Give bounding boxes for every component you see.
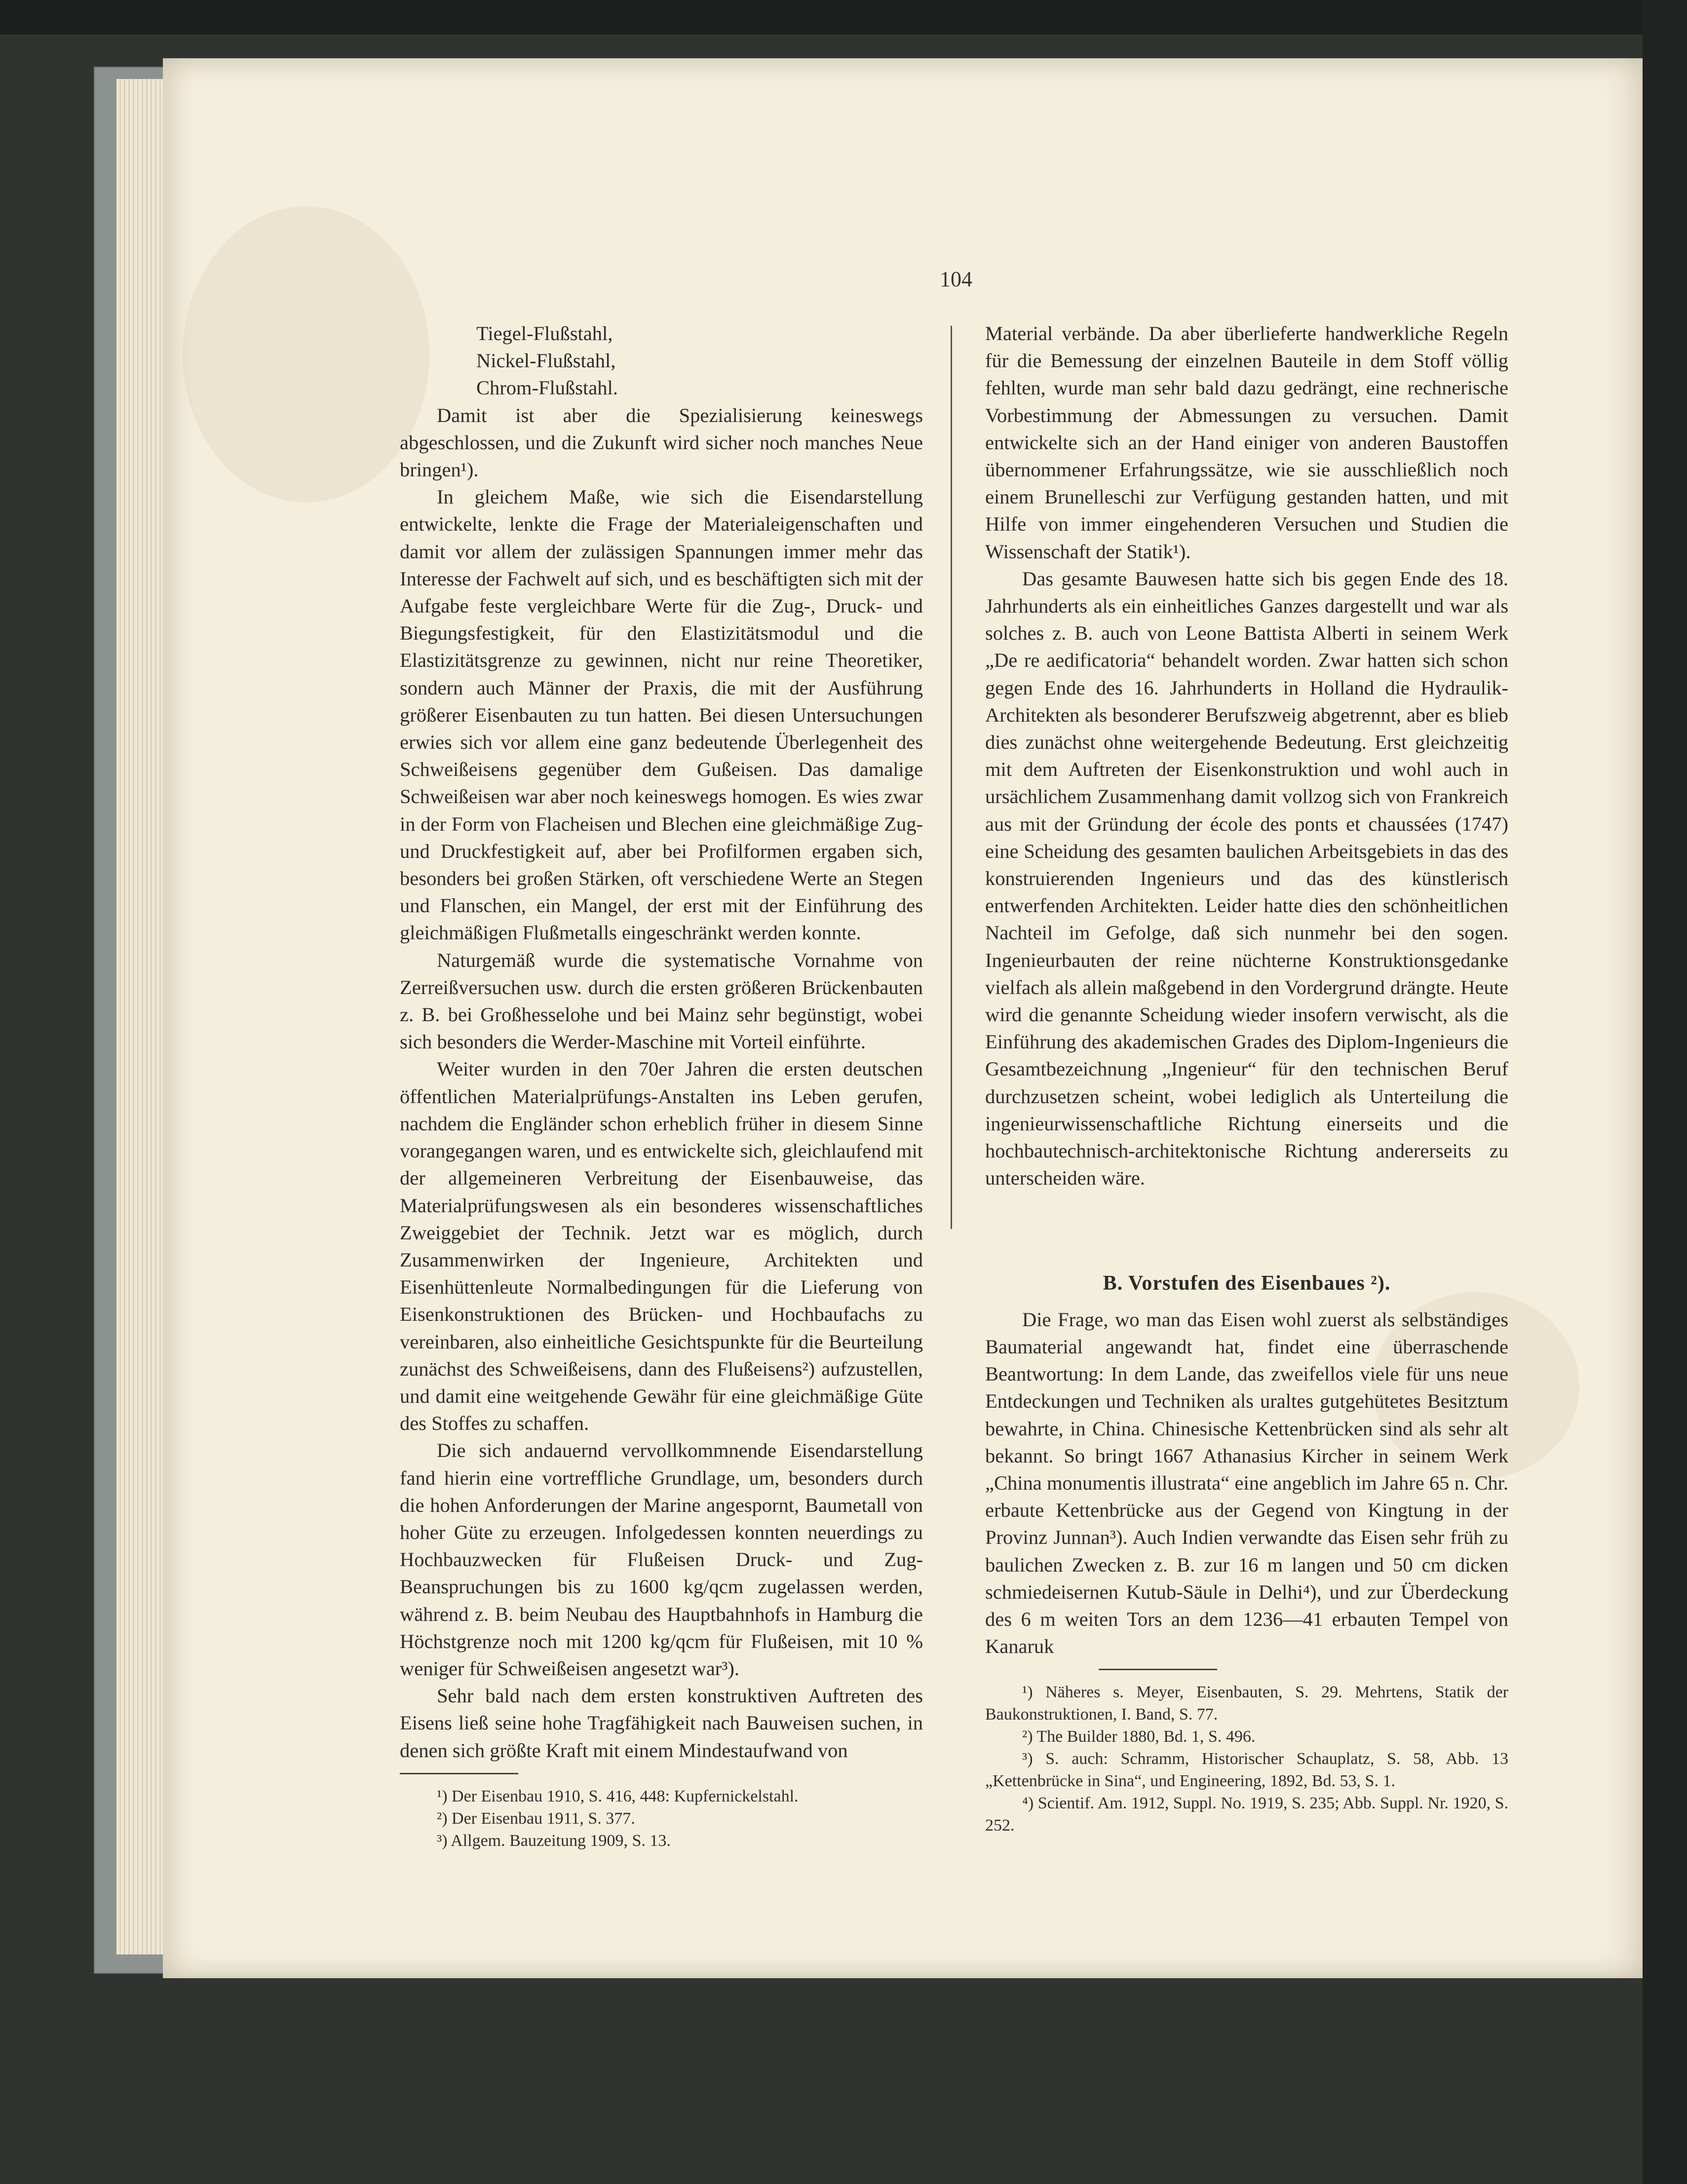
paragraph: Sehr bald nach dem ersten konstruktiven Auftreten des Eisens ließ seine hohe Tragfähigkeit nach Bauweisen suchen, in denen sich größte Kraft mit einem Mindestaufwand von [400, 1685, 923, 1762]
column-divider [951, 326, 952, 1229]
right-column [985, 320, 1508, 1837]
paper-stain [183, 206, 429, 502]
footnote-rule [1099, 1669, 1217, 1670]
paragraph: In gleichem Maße, wie sich die Eisendarstellung entwickelte, lenkte die Frage der Materialeigenschaften und damit vor allem der zulässigen Spannungen immer mehr das Interesse der Fachwelt auf sich, und es beschäftigten sich mit der Aufgabe feste vergleichbare Werte für die Zug-, Druck- und Biegungsfestigkeit, für den Elastizitätsmodul und die Elastizitätsgrenze zu gewinnen, nicht nur reine Theoretiker, sondern auch Männer der Praxis, die mit der Ausführung größerer Eisenbauten zu tun hatten. Bei diesen Untersuchungen erwies sich vor allem eine ganz bedeutende Überlegenheit des Schweißeisens gegenüber dem Gußeisen. Das damalige Schweißeisen war aber noch keineswegs homogen. Es wies zwar in der Form von Flacheisen und Blechen eine gleichmäßige Zug- und Druckfestigkeit auf, aber bei Profilformen ergaben sich, besonders bei großen Stärken, oft verschiedene Werte an Stegen und Flanschen, ein Mangel, der erst mit der Einführung des gleichmäßigen Flußmetalls eingeschränkt werden konnte. [400, 486, 923, 944]
footnote: ³) S. auch: Schramm, Historischer Schauplatz, S. 58, Abb. 13 „Kettenbrücke in Sina“, und Engineering, 1892, Bd. 53, S. 1. [985, 1750, 1508, 1791]
left-column [400, 320, 923, 1852]
scanner-bed-top [0, 0, 1687, 35]
footnote: ²) Der Eisenbau 1911, S. 377. [437, 1809, 635, 1828]
footnote: ⁴) Scientif. Am. 1912, Suppl. No. 1919, S. 235; Abb. Suppl. Nr. 1920, S. 252. [985, 1794, 1508, 1835]
footnote: ³) Allgem. Bauzeitung 1909, S. 13. [437, 1831, 671, 1850]
section-heading: B. Vorstufen des Eisenbaues ²). [1103, 1271, 1391, 1295]
footnotes [985, 1681, 1508, 1837]
paragraph: Naturgemäß wurde die systematische Vornahme von Zerreißversuchen usw. durch die ersten größeren Brückenbauten z. B. bei Großhesselohe und bei Mainz sehr begünstigt, wobei sich besonders die Werder-Maschine mit Vorteil einführte. [400, 949, 923, 1053]
list-item: Nickel-Flußstahl, [476, 349, 616, 372]
paragraph: Die Frage, wo man das Eisen wohl zuerst als selbständiges Baumaterial angewandt hat, findet eine überraschende Beantwortung: In dem Lande, das zweifellos viele für uns neue Entdeckungen und Techniken als uraltes gutgehütetes Besitztum bewahrte, in China. Chinesische Kettenbrücken sind als sehr alt bekannt. So bringt 1667 Athanasius Kircher in seinem Werk „China monumentis illustrata“ eine angeblich im Jahre 65 n. Chr. erbaute Kettenbrücke aus der Gegend von Kingtung in der Provinz Junnan³). Auch Indien verwandte das Eisen sehr früh zu baulichen Zwecken z. B. zur 16 m langen und 50 cm dicken schmiedeisernen Kutub-Säule in Delhi⁴), und zur Überdeckung des 6 m weiten Tors an dem 1236—41 erbauten Tempel von Kanaruk [985, 1308, 1508, 1658]
paragraph: Damit ist aber die Spezialisierung keineswegs abgeschlossen, und die Zukunft wird sicher noch manches Neue bringen¹). [400, 404, 923, 481]
footnote: ¹) Näheres s. Meyer, Eisenbauten, S. 29. Mehrtens, Statik der Baukonstruktionen, I. Band, S. 77. [985, 1683, 1508, 1724]
paragraph: Material verbände. Da aber überlieferte handwerkliche Regeln für die Bemessung der einzelnen Bauteile in dem Stoff völlig fehlten, wurde man sehr bald dazu gedrängt, eine rechnerische Vorbestimmung der Abmessungen zu versuchen. Damit entwickelte sich an der Hand einiger von anderen Baustoffen übernommener Erfahrungssätze, wie sie ausschließlich noch einem Brunelleschi zur Verfügung gestanden hatten, und mit Hilfe von immer eingehenderen Versuchen und Studien die Wissenschaft der Statik¹). [985, 322, 1508, 563]
paragraph: Das gesamte Bauwesen hatte sich bis gegen Ende des 18. Jahrhunderts als ein einheitliches Ganzes dargestellt und war als solches z. B. auch von Leone Battista Alberti in seinem Werk „De re aedificatoria“ behandelt worden. Zwar hatten sich schon gegen Ende des 16. Jahrhunderts in Holland die Hydraulik-Architekten als besonderer Berufszweig abgetrennt, aber es blieb dies zunächst ohne weitergehende Bedeutung. Erst gleichzeitig mit dem Auftreten der Eisenkonstruktion und wohl auch in ursächlichem Zusammenhang damit vollzog sich von Frankreich aus mit der Gründung der école des ponts et chaussées (1747) eine Scheidung des gesamten baulichen Arbeitsgebiets in das des konstruierenden Ingenieurs und das des künstlerisch entwerfenden Architekten. Leider hatte dies den schönheitlichen Nachteil im Gefolge, daß sich nunmehr bei den sogen. Ingenieurbauten der reine nüchterne Konstruktionsgedanke vielfach als allein maßgebend in den Vordergrund drängte. Heute wird die genannte Scheidung wieder insofern verwischt, als die Einführung des akademischen Grades des Diplom-Ingenieurs die Gesamtbezeichnung „Ingenieur“ für den technischen Beruf durchzusetzen scheint, wobei lediglich als Unterteilung die ingenieurwissenschaftliche Richtung einerseits und die hochbautechnisch-architektonische Richtung andererseits zu unterscheiden wäre. [985, 567, 1508, 1189]
list-item: Chrom-Flußstahl. [476, 377, 618, 399]
page-number: 104 [940, 267, 972, 291]
footnote-rule [400, 1773, 518, 1774]
list-item: Tiegel-Flußstahl, [476, 322, 613, 345]
paragraph: Die sich andauernd vervollkommnende Eisendarstellung fand hierin eine vortreffliche Grundlage, um, besonders durch die hohen Anforderungen der Marine angespornt, Baumetall von hoher Güte zu erzeugen. Infolgedessen konnten neuerdings zu Hochbauzwecken für Flußeisen Druck- und Zug-Beanspruchungen bis zu 1600 kg/qcm zugelassen werden, während z. B. beim Neubau des Hauptbahnhofs in Hamburg die Höchstgrenze noch mit 1200 kg/qcm für Flußeisen, mit 10 % weniger für Schweißeisen angesetzt war³). [400, 1439, 923, 1680]
footnote: ¹) Der Eisenbau 1910, S. 416, 448: Kupfernickelstahl. [437, 1787, 799, 1805]
footnotes [400, 1785, 923, 1852]
paragraph: Weiter wurden in den 70er Jahren die ersten deutschen öffentlichen Materialprüfungs-Anstalten ins Leben gerufen, nachdem die Engländer schon erheblich früher in diesem Sinne vorangegangen waren, und es entwickelte sich, gleichlaufend mit der allgemeineren Verbreitung der Eisenbauweise, das Materialprüfungswesen als ein besonderes wissenschaftliches Zweiggebiet der Technik. Jetzt war es möglich, durch Zusammenwirken der Ingenieure, Architekten und Eisenhüttenleute Normalbedingungen für die Lieferung von Eisenkonstruktionen des Brücken- und Hochbaufachs zu vereinbaren, also einheitliche Gesichtspunkte für die Beurteilung zunächst des Schweißeisens, dann des Flußeisens²) aufzustellen, und damit eine weitgehende Gewähr für eine gleichmäßige Güte des Stoffes zu schaffen. [400, 1058, 923, 1435]
scanner-bed-right [1643, 0, 1687, 2184]
footnote: ²) The Builder 1880, Bd. 1, S. 496. [1022, 1727, 1256, 1746]
